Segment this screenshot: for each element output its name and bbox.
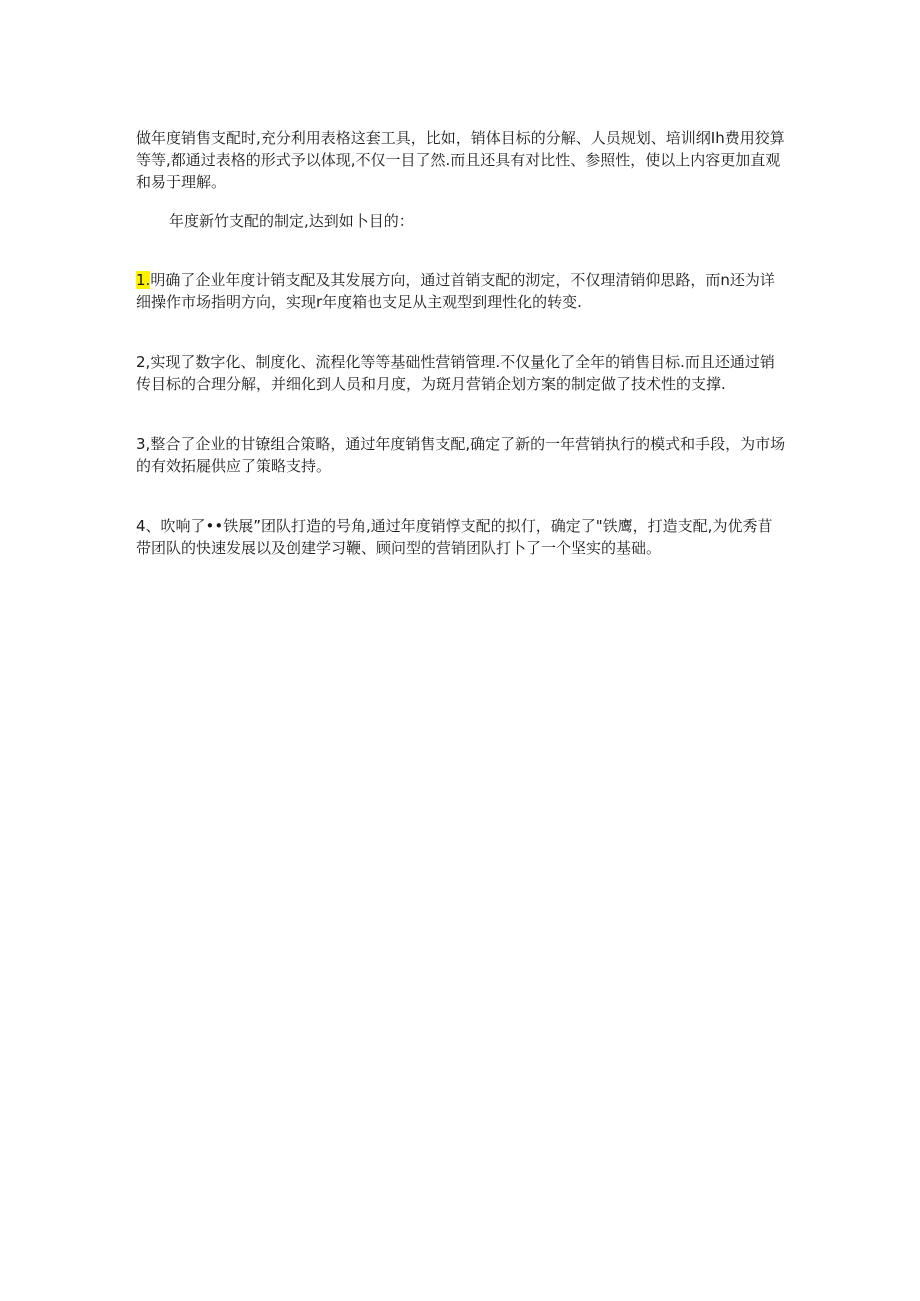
- item-number: 3,: [136, 435, 151, 453]
- item-text: 整合了企业的甘镣组合策略，通过年度销售支配,确定了新的一年营销执行的模式和手段，为市场的有效拓屣供应了策略支持。: [136, 435, 786, 475]
- item-number: 4、: [136, 517, 161, 535]
- item-number-highlighted: 1.: [136, 271, 151, 289]
- lead-paragraph: 年度新竹支配的制定,达到如卜目的：: [169, 212, 414, 230]
- item-text: 明确了企业年度计销支配及其发展方向，通过首销支配的沏定，不仅理清销仰思路，而n还为详细操作市场指明方向，实现r年度箱也支足从主观型到理性化的转变.: [136, 271, 775, 311]
- item-text: 实现了数字化、制度化、流程化等等基础性营销管理.不仅量化了全年的销售目标.而且还通过销传目标的合理分解，并细化到人员和月度，为斑月营销企划方案的制定做了技术性的支撑.: [136, 353, 775, 393]
- list-item-3: [136, 433, 786, 477]
- list-item-2: [136, 351, 786, 395]
- item-number: 2,: [136, 353, 151, 371]
- item-text: 吹响了••铁展”团队打造的号角,通过年度销惇支配的拟仃，确定了"铁鹰，打造支配,为优秀苜带团队的快速发展以及创建学习鞭、顾问型的营销团队打卜了一个坚实的基础。: [136, 517, 773, 557]
- list-item-4: [136, 515, 786, 559]
- intro-paragraph: 做年度销售支配时,充分利用表格这套工具，比如，销体目标的分解、人员规划、培训纲Ih费用狡算等等,都通过表格的形式予以体现,不仅一目了然.而且还具有对比性、参照性，使以上内容更加直观和易于理解。: [136, 129, 785, 191]
- list-item-1: [136, 269, 786, 313]
- document-body: [136, 127, 786, 597]
